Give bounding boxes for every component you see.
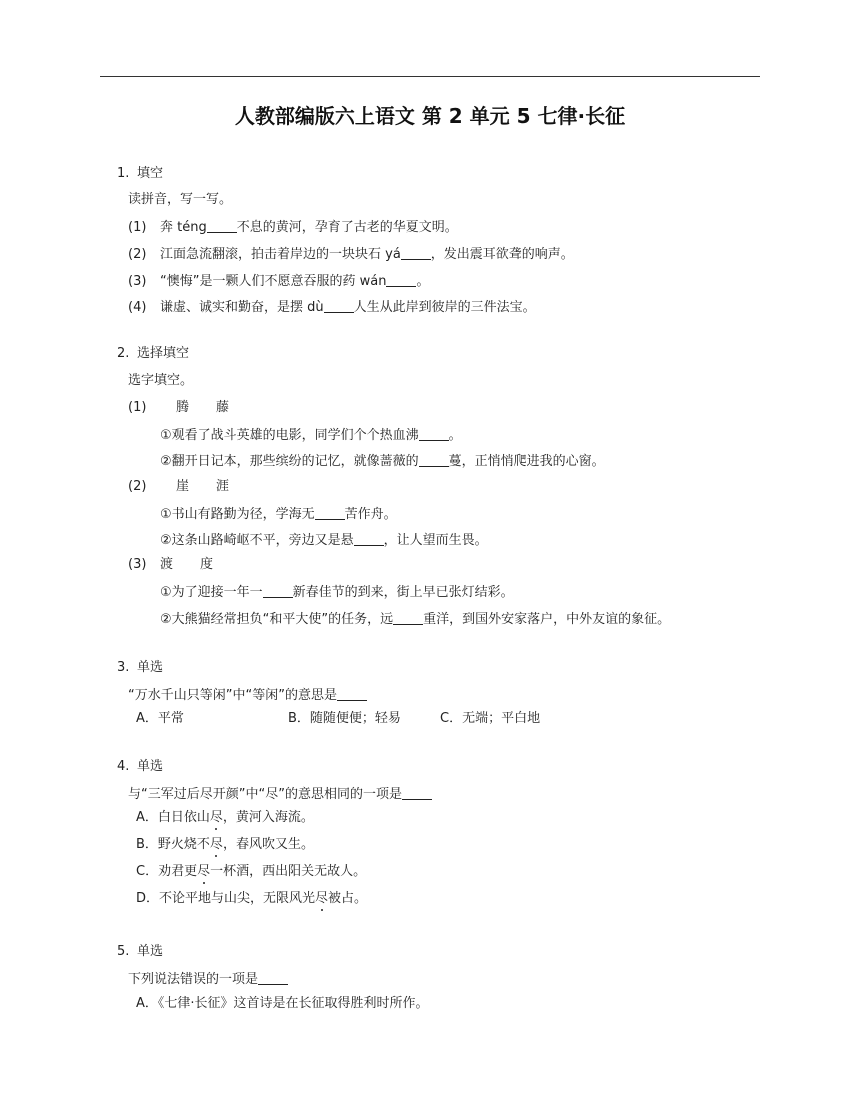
answer-blank[interactable] xyxy=(337,686,367,701)
question-3-header xyxy=(117,660,163,676)
emphasis-mark: 尽 xyxy=(197,864,211,879)
answer-blank[interactable] xyxy=(419,426,449,441)
question-2-group-1 xyxy=(128,400,229,416)
question-1-instruction: 读拼音，写一写。 xyxy=(128,192,233,207)
item-label: (2) xyxy=(128,247,147,262)
answer-blank[interactable] xyxy=(263,583,293,598)
option-a[interactable]: A．白日依山尽，黄河入海流。 xyxy=(136,810,314,825)
question-2-sentence: ②翻开日记本，那些缤纷的记忆，就像蔷薇的 蔓，正悄悄爬进我的心窗。 xyxy=(160,454,605,469)
option-a[interactable]: A．平常 xyxy=(136,711,184,726)
char-option: 腾 xyxy=(176,400,190,415)
question-5-header xyxy=(117,944,163,960)
question-2-sentence: ②这条山路崎岖不平，旁边又是悬 ，让人望而生畏。 xyxy=(160,533,488,548)
question-2-group-3 xyxy=(128,557,213,573)
item-label: (4) xyxy=(128,300,147,315)
question-2-sentence: ①为了迎接一年一 新春佳节的到来，街上早已张灯结彩。 xyxy=(160,585,514,600)
char-option: 渡 xyxy=(160,557,174,572)
page-title: 人教部编版六上语文 第 2 单元 5 七律·长征 xyxy=(234,104,626,128)
question-4-stem: 与“三军过后尽开颜”中“尽”的意思相同的一项是 xyxy=(128,785,432,803)
item-label: (3) xyxy=(128,274,147,289)
answer-blank[interactable] xyxy=(402,785,432,800)
question-5-stem: 下列说法错误的一项是 xyxy=(128,970,288,988)
emphasis-mark: 尽 xyxy=(209,837,223,852)
question-2-sentence: ①观看了战斗英雄的电影，同学们个个热血沸 。 xyxy=(160,428,462,443)
question-number: 1. xyxy=(117,166,130,181)
question-2-sentence: ②大熊猫经常担负“和平大使”的任务，远 重洋，到国外安家落户，中外友谊的象征。 xyxy=(160,612,671,627)
answer-blank[interactable] xyxy=(207,218,237,233)
answer-blank[interactable] xyxy=(315,505,345,520)
question-3-options xyxy=(136,711,540,727)
option-d[interactable]: D．不论平地与山尖，无限风光尽被占。 xyxy=(136,891,368,906)
question-type: 选择填空 xyxy=(137,346,190,361)
question-1-header xyxy=(117,166,163,182)
char-option: 涯 xyxy=(216,479,230,494)
answer-blank[interactable] xyxy=(258,970,288,985)
question-3-stem: “万水千山只等闲”中“等闲”的意思是 xyxy=(128,686,367,704)
question-type: 单选 xyxy=(137,944,164,959)
question-2-header xyxy=(117,346,189,362)
question-4-header xyxy=(117,759,163,775)
answer-blank[interactable] xyxy=(401,245,431,260)
option-a[interactable]: A．《七律·长征》这首诗是在长征取得胜利时所作。 xyxy=(136,996,429,1011)
question-2-sentence: ①书山有路勤为径，学海无 苦作舟。 xyxy=(160,507,397,522)
group-label: (3) xyxy=(128,557,147,572)
question-2-instruction: 选字填空。 xyxy=(128,373,194,388)
question-1-item-2: (2) 江面急流翻滚，拍击着岸边的一块块石 yá ，发出震耳欲聋的响声。 xyxy=(128,247,574,262)
answer-blank[interactable] xyxy=(324,298,354,313)
answer-blank[interactable] xyxy=(393,610,423,625)
question-type: 单选 xyxy=(137,660,164,675)
option-c[interactable]: C．劝君更尽一杯酒，西出阳关无故人。 xyxy=(136,864,367,879)
question-number: 2. xyxy=(117,346,130,361)
char-option: 度 xyxy=(200,557,214,572)
option-b[interactable]: B．野火烧不尽，春风吹又生。 xyxy=(136,837,314,852)
question-1-item-4: (4) 谦虚、诚实和勤奋，是摆 dù 人生从此岸到彼岸的三件法宝。 xyxy=(128,300,536,315)
question-type: 填空 xyxy=(137,166,164,181)
option-c[interactable]: C．无端；平白地 xyxy=(440,711,541,726)
item-label: (1) xyxy=(128,220,147,235)
question-number: 4. xyxy=(117,759,130,774)
char-option: 崖 xyxy=(176,479,190,494)
question-1-item-3: (3) “懊悔”是一颗人们不愿意吞服的药 wán 。 xyxy=(128,274,430,289)
answer-blank[interactable] xyxy=(354,531,384,546)
option-b[interactable]: B．随随便便；轻易 xyxy=(288,711,401,726)
question-number: 3. xyxy=(117,660,130,675)
group-label: (1) xyxy=(128,400,147,415)
question-1-item-1: (1) 奔 téng 不息的黄河，孕育了古老的华夏文明。 xyxy=(128,220,458,235)
group-label: (2) xyxy=(128,479,147,494)
emphasis-mark: 尽 xyxy=(315,891,329,906)
header-rule xyxy=(100,76,760,77)
answer-blank[interactable] xyxy=(386,272,416,287)
emphasis-mark: 尽 xyxy=(209,810,223,825)
char-option: 藤 xyxy=(216,400,230,415)
question-2-group-2 xyxy=(128,479,229,495)
question-number: 5. xyxy=(117,944,130,959)
answer-blank[interactable] xyxy=(419,452,449,467)
question-type: 单选 xyxy=(137,759,164,774)
